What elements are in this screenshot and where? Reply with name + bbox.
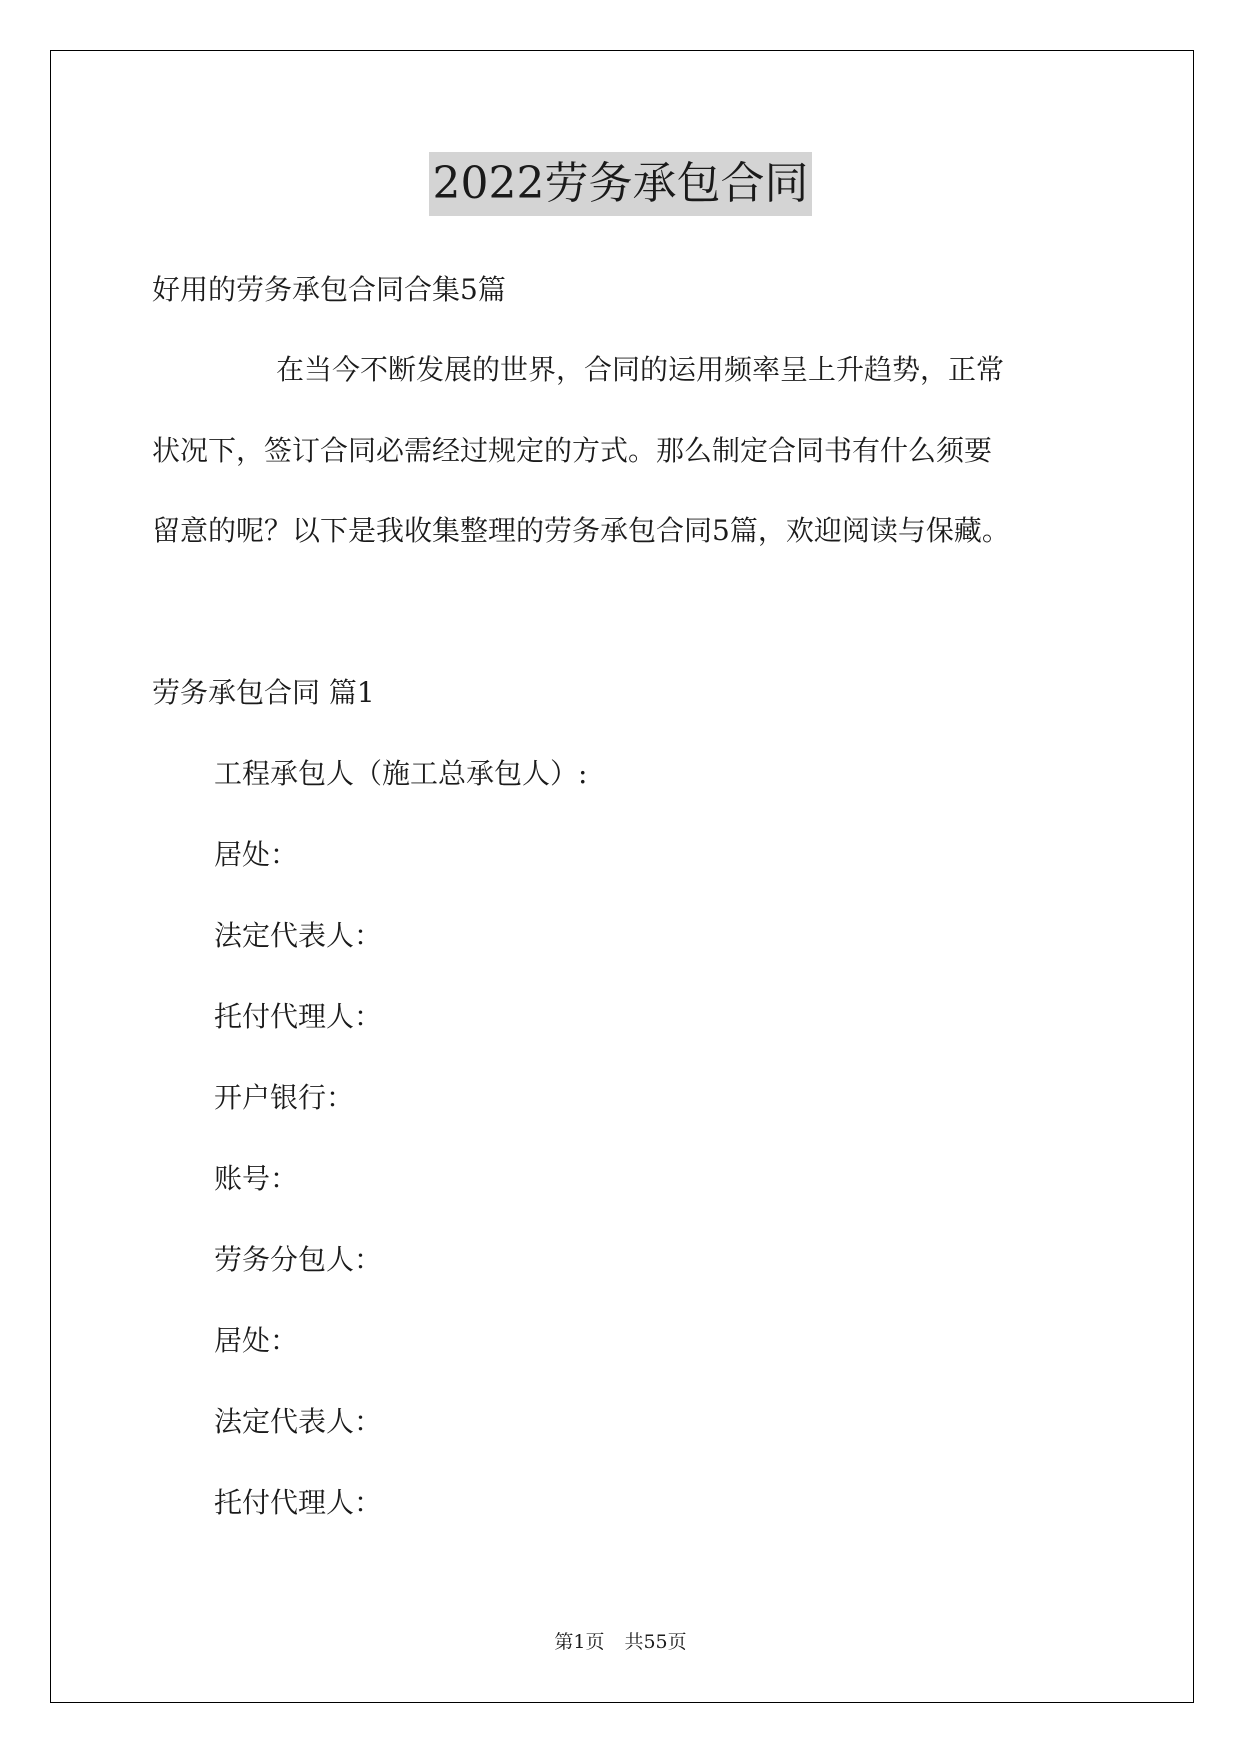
- field-legal-representative: 法定代表人：: [214, 919, 383, 952]
- title-container: [0, 152, 1241, 216]
- section-heading: 劳务承包合同 篇1: [152, 676, 375, 709]
- page-total: 共55页: [624, 1631, 687, 1653]
- document-title: 2022劳务承包合同: [429, 152, 813, 216]
- intro-line-1: 在当今不断发展的世界，合同的运用频率呈上升趋势，正常: [276, 353, 1005, 386]
- field-address: 居处：: [214, 838, 299, 871]
- field-agent-2: 托付代理人：: [214, 1486, 383, 1519]
- field-contractor: 工程承包人（施工总承包人）:: [214, 757, 588, 790]
- field-agent: 托付代理人：: [214, 1000, 383, 1033]
- field-subcontractor: 劳务分包人：: [214, 1243, 383, 1276]
- field-account: 账号：: [214, 1162, 299, 1195]
- field-legal-representative-2: 法定代表人：: [214, 1405, 383, 1438]
- field-address-2: 居处：: [214, 1324, 299, 1357]
- field-bank: 开户银行：: [214, 1081, 355, 1114]
- intro-line-3: 留意的呢？以下是我收集整理的劳务承包合同5篇，欢迎阅读与保藏。: [152, 514, 1010, 547]
- page-footer: [0, 1629, 1241, 1655]
- page-number: 第1页: [554, 1631, 605, 1653]
- intro-line-2: 状况下，签订合同必需经过规定的方式。那么制定合同书有什么须要: [152, 434, 993, 467]
- document-subtitle: 好用的劳务承包合同合集5篇: [152, 273, 506, 306]
